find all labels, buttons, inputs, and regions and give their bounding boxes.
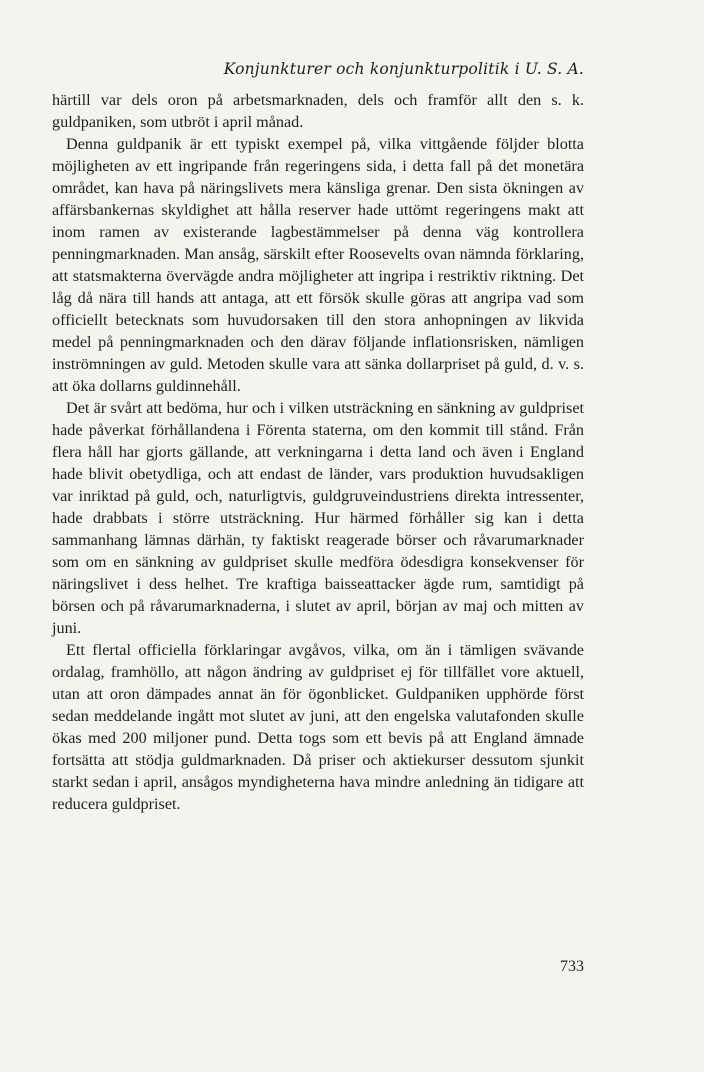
paragraph-forklaringar: Ett flertal officiella förklaringar avgåvos, vilka, om än i tämligen svävande ordalag, framhöllo, att någon ändring av guldpriset ej för tillfället vore aktuell, utan att oron dämpades annat än för ögonblicket. Guldpaniken upphörde först sedan meddelande ingått mot slutet av juni, att den engelska valutafonden skulle ökas med 200 miljoner pund. Detta togs som ett bevis på att England ämnade fortsätta att stödja guldmarknaden. Då priser och aktiekurser dessutom sjunkit starkt sedan i april, ansågos myndigheterna hava mindre anledning än tidigare att reducera guldpriset. xyxy=(52,641,584,813)
page-number: 733 xyxy=(560,958,584,975)
paragraph-guldpanik: Denna guldpanik är ett typiskt exempel på, vilka vittgående följder blotta möjligheten av ett ingripande från regeringens sida, i detta fall på det monetära området, kan hava på näringslivets mera känsliga grenar. Den sista ökningen av affärsbankernas skyldighet att hålla reserver hade uttömt regeringens makt att inom ramen av existerande lagbestämmelser på denna väg kontrollera penningmarknaden. Man ansåg, särskilt efter Roosevelts ovan nämnda förklaring, att statsmakterna övervägde andra möjligheter att ingripa i restriktiv riktning. Det låg då nära till hands att antaga, att ett försök skulle göras att angripa vad som officiellt betecknats som huvudorsaken till den stora anhopningen av likvida medel på penningmarknaden och den därav följande inflationsrisken, nämligen inströmningen av guld. Metoden skulle vara att sänka dollarpriset på guld, d. v. s. att öka dollarns guldinnehåll. xyxy=(52,135,584,395)
paragraph-continuation: härtill var dels oron på arbetsmarknaden, dels och framför allt den s. k. guldpaniken, som utbröt i april månad. xyxy=(52,91,584,131)
body-text xyxy=(52,89,584,815)
paragraph-guldpriset: Det är svårt att bedöma, hur och i vilken utsträckning en sänkning av guldpriset hade påverkat förhållandena i Förenta staterna, om den kommit till stånd. Från flera håll har gjorts gällande, att verkningarna i detta land och även i England hade blivit obetydliga, och att endast de länder, vars produktion huvudsakligen var inriktad på guld, och, naturligtvis, guldgruveindustriens direkta intressenter, hade drabbats i större utsträckning. Hur härmed förhåller sig kan i detta sammanhang lämnas därhän, ty faktiskt reagerade börser och råvarumarknader som om en sänkning av guldpriset skulle medföra ödesdigra konsekvenser för näringslivet i dess helhet. Tre kraftiga baisseattacker ägde rum, samtidigt på börsen och på råvarumarknaderna, i slutet av april, början av maj och mitten av juni. xyxy=(52,399,584,637)
running-title: Konjunkturer och konjunkturpolitik i U. S. A. xyxy=(223,60,584,78)
